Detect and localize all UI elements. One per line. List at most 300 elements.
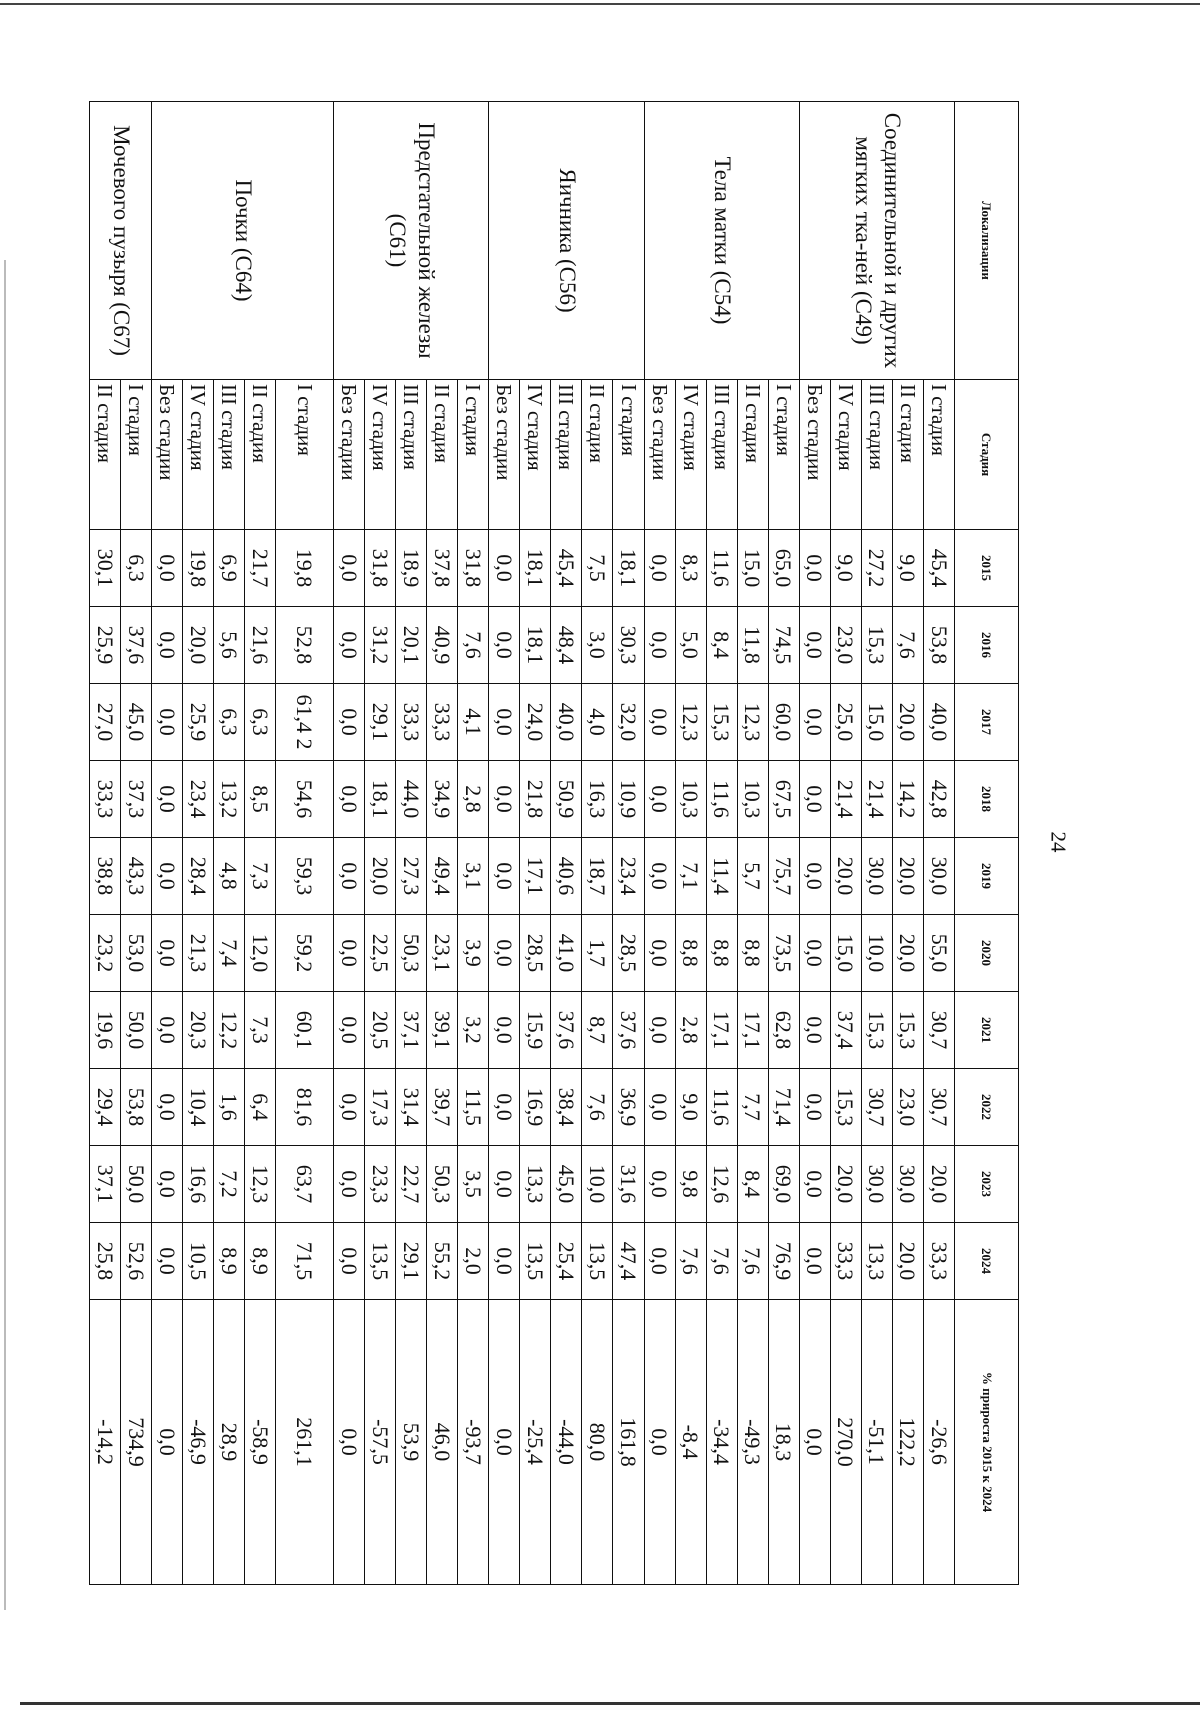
stage-cell: I стадия: [613, 380, 644, 530]
value-cell: 5,7: [737, 838, 768, 915]
value-cell: 30,0: [861, 838, 892, 915]
value-cell: 25,4: [551, 1223, 582, 1300]
value-cell: 45,4: [923, 530, 954, 607]
value-cell: 8,8: [675, 915, 706, 992]
value-cell: 36,9: [613, 1069, 644, 1146]
value-cell: 20,0: [892, 838, 923, 915]
value-cell: 6,3: [214, 684, 245, 761]
value-cell: 7,6: [892, 607, 923, 684]
value-cell: 20,0: [830, 1146, 861, 1223]
value-cell: 13,5: [520, 1223, 551, 1300]
growth-cell: 734,9: [121, 1300, 152, 1585]
value-cell: 6,3: [121, 530, 152, 607]
value-cell: 28,4: [183, 838, 214, 915]
value-cell: 0,0: [489, 1223, 520, 1300]
value-cell: 28,5: [613, 915, 644, 992]
value-cell: 21,6: [245, 607, 276, 684]
value-cell: 53,8: [923, 607, 954, 684]
value-cell: 59,2: [276, 915, 334, 992]
value-cell: 47,4: [613, 1223, 644, 1300]
header-year: 2018: [955, 761, 1019, 838]
value-cell: 10,3: [675, 761, 706, 838]
value-cell: 48,4: [551, 607, 582, 684]
value-cell: 2,0: [458, 1223, 489, 1300]
value-cell: 21,4: [830, 761, 861, 838]
value-cell: 7,6: [582, 1069, 613, 1146]
scan-left-edge: [4, 260, 6, 1610]
value-cell: 13,3: [861, 1223, 892, 1300]
value-cell: 8,4: [706, 607, 737, 684]
value-cell: 8,8: [737, 915, 768, 992]
value-cell: 0,0: [644, 915, 675, 992]
value-cell: 0,0: [334, 915, 365, 992]
value-cell: 9,0: [830, 530, 861, 607]
value-cell: 13,3: [520, 1146, 551, 1223]
value-cell: 20,3: [183, 992, 214, 1069]
value-cell: 71,5: [276, 1223, 334, 1300]
header-growth: % прироста 2015 к 2024: [955, 1300, 1019, 1585]
value-cell: 15,0: [830, 915, 861, 992]
value-cell: 0,0: [334, 1069, 365, 1146]
value-cell: 2,8: [458, 761, 489, 838]
value-cell: 12,3: [737, 684, 768, 761]
stage-cell: III стадия: [214, 380, 245, 530]
value-cell: 21,4: [861, 761, 892, 838]
value-cell: 7,6: [675, 1223, 706, 1300]
growth-cell: 161,8: [613, 1300, 644, 1585]
value-cell: 17,1: [737, 992, 768, 1069]
value-cell: 7,5: [582, 530, 613, 607]
stage-cell: IV стадия: [520, 380, 551, 530]
value-cell: 7,7: [737, 1069, 768, 1146]
value-cell: 7,6: [706, 1223, 737, 1300]
value-cell: 52,8: [276, 607, 334, 684]
value-cell: 0,0: [799, 1069, 830, 1146]
value-cell: 0,0: [799, 838, 830, 915]
value-cell: 0,0: [152, 761, 183, 838]
growth-cell: -14,2: [90, 1300, 121, 1585]
value-cell: 23,0: [830, 607, 861, 684]
growth-cell: 0,0: [644, 1300, 675, 1585]
growth-cell: -93,7: [458, 1300, 489, 1585]
page-number: 24: [1046, 831, 1071, 853]
growth-cell: -51,1: [861, 1300, 892, 1585]
header-stage: Стадия: [955, 380, 1019, 530]
value-cell: 20,0: [892, 1223, 923, 1300]
value-cell: 0,0: [489, 1146, 520, 1223]
value-cell: 16,6: [183, 1146, 214, 1223]
value-cell: 10,0: [582, 1146, 613, 1223]
value-cell: 50,3: [396, 915, 427, 992]
value-cell: 6,3: [245, 684, 276, 761]
value-cell: 21,3: [183, 915, 214, 992]
value-cell: 73,5: [768, 915, 799, 992]
value-cell: 0,0: [152, 1069, 183, 1146]
table-row: [276, 102, 334, 1585]
stage-cell: IV стадия: [675, 380, 706, 530]
localization-cell: Предстательной железы (С61): [334, 102, 489, 380]
value-cell: 69,0: [768, 1146, 799, 1223]
value-cell: 38,8: [90, 838, 121, 915]
value-cell: 59,3: [276, 838, 334, 915]
value-cell: 0,0: [489, 915, 520, 992]
value-cell: 22,5: [365, 915, 396, 992]
value-cell: 7,2: [214, 1146, 245, 1223]
stage-cell: Без стадии: [644, 380, 675, 530]
stage-cell: Без стадии: [334, 380, 365, 530]
value-cell: 20,0: [892, 915, 923, 992]
header-year: 2021: [955, 992, 1019, 1069]
value-cell: 0,0: [799, 992, 830, 1069]
value-cell: 37,6: [121, 607, 152, 684]
stage-cell: I стадия: [276, 380, 334, 530]
value-cell: 30,0: [892, 1146, 923, 1223]
value-cell: 34,9: [427, 761, 458, 838]
value-cell: 0,0: [489, 530, 520, 607]
stage-cell: Без стадии: [489, 380, 520, 530]
header-year: 2015: [955, 530, 1019, 607]
value-cell: 0,0: [799, 1223, 830, 1300]
value-cell: 0,0: [644, 838, 675, 915]
value-cell: 5,0: [675, 607, 706, 684]
stage-cell: II стадия: [582, 380, 613, 530]
value-cell: 30,7: [923, 992, 954, 1069]
value-cell: 15,0: [737, 530, 768, 607]
value-cell: 63,7: [276, 1146, 334, 1223]
stage-cell: II стадия: [245, 380, 276, 530]
value-cell: 4,0: [582, 684, 613, 761]
table-header-row: [955, 102, 1019, 1585]
value-cell: 13,5: [365, 1223, 396, 1300]
value-cell: 3,5: [458, 1146, 489, 1223]
localization-cell: Почки (С64): [152, 102, 334, 380]
value-cell: 0,0: [334, 530, 365, 607]
value-cell: 19,8: [183, 530, 214, 607]
value-cell: 27,3: [396, 838, 427, 915]
value-cell: 0,0: [799, 761, 830, 838]
value-cell: 40,0: [551, 684, 582, 761]
value-cell: 31,2: [365, 607, 396, 684]
value-cell: 11,6: [706, 761, 737, 838]
value-cell: 27,2: [861, 530, 892, 607]
value-cell: 16,9: [520, 1069, 551, 1146]
growth-cell: -25,4: [520, 1300, 551, 1585]
value-cell: 0,0: [334, 684, 365, 761]
value-cell: 7,3: [245, 992, 276, 1069]
value-cell: 27,0: [90, 684, 121, 761]
value-cell: 0,0: [152, 1146, 183, 1223]
growth-cell: -58,9: [245, 1300, 276, 1585]
stage-cell: II стадия: [90, 380, 121, 530]
value-cell: 74,5: [768, 607, 799, 684]
value-cell: 8,5: [245, 761, 276, 838]
localization-cell: Соединительной и других мягких тка-ней (С49): [799, 102, 954, 380]
value-cell: 30,0: [861, 1146, 892, 1223]
value-cell: 0,0: [644, 992, 675, 1069]
value-cell: 12,3: [245, 1146, 276, 1223]
value-cell: 23,0: [892, 1069, 923, 1146]
value-cell: 81,6: [276, 1069, 334, 1146]
value-cell: 0,0: [644, 1146, 675, 1223]
value-cell: 31,6: [613, 1146, 644, 1223]
value-cell: 49,4: [427, 838, 458, 915]
value-cell: 30,0: [923, 838, 954, 915]
value-cell: 10,4: [183, 1069, 214, 1146]
value-cell: 0,0: [334, 838, 365, 915]
value-cell: 22,7: [396, 1146, 427, 1223]
scan-top-edge: [0, 3, 1200, 5]
value-cell: 0,0: [152, 684, 183, 761]
stage-cell: II стадия: [737, 380, 768, 530]
stage-cell: Без стадии: [799, 380, 830, 530]
stage-distribution-table: [89, 101, 1019, 1585]
value-cell: 45,0: [121, 684, 152, 761]
value-cell: 0,0: [489, 1069, 520, 1146]
growth-cell: 53,9: [396, 1300, 427, 1585]
value-cell: 7,4: [214, 915, 245, 992]
value-cell: 62,8: [768, 992, 799, 1069]
value-cell: 39,1: [427, 992, 458, 1069]
localization-cell: Яичника (С56): [489, 102, 644, 380]
value-cell: 0,0: [799, 684, 830, 761]
header-year: 2023: [955, 1146, 1019, 1223]
value-cell: 37,4: [830, 992, 861, 1069]
value-cell: 45,4: [551, 530, 582, 607]
value-cell: 15,3: [706, 684, 737, 761]
value-cell: 29,1: [365, 684, 396, 761]
value-cell: 75,7: [768, 838, 799, 915]
value-cell: 33,3: [923, 1223, 954, 1300]
value-cell: 7,6: [458, 607, 489, 684]
value-cell: 0,0: [799, 530, 830, 607]
value-cell: 11,5: [458, 1069, 489, 1146]
growth-cell: -26,6: [923, 1300, 954, 1585]
value-cell: 9,8: [675, 1146, 706, 1223]
stage-cell: I стадия: [923, 380, 954, 530]
value-cell: 20,0: [892, 684, 923, 761]
value-cell: 31,4: [396, 1069, 427, 1146]
value-cell: 61,4 2: [276, 684, 334, 761]
value-cell: 21,8: [520, 761, 551, 838]
value-cell: 15,9: [520, 992, 551, 1069]
growth-cell: 0,0: [489, 1300, 520, 1585]
value-cell: 15,3: [861, 992, 892, 1069]
localization-cell: Мочевого пузыря (С67): [90, 102, 152, 380]
value-cell: 3,0: [582, 607, 613, 684]
stage-cell: Без стадии: [152, 380, 183, 530]
value-cell: 37,8: [427, 530, 458, 607]
value-cell: 52,6: [121, 1223, 152, 1300]
value-cell: 8,3: [675, 530, 706, 607]
table-row: [768, 102, 799, 1585]
value-cell: 5,6: [214, 607, 245, 684]
growth-cell: -8,4: [675, 1300, 706, 1585]
value-cell: 11,8: [737, 607, 768, 684]
growth-cell: -44,0: [551, 1300, 582, 1585]
stage-cell: III стадия: [706, 380, 737, 530]
value-cell: 8,9: [214, 1223, 245, 1300]
header-year: 2017: [955, 684, 1019, 761]
value-cell: 7,1: [675, 838, 706, 915]
value-cell: 0,0: [152, 915, 183, 992]
stage-cell: III стадия: [861, 380, 892, 530]
value-cell: 4,8: [214, 838, 245, 915]
value-cell: 12,0: [245, 915, 276, 992]
growth-cell: -34,4: [706, 1300, 737, 1585]
value-cell: 0,0: [334, 1146, 365, 1223]
header-year: 2016: [955, 607, 1019, 684]
value-cell: 44,0: [396, 761, 427, 838]
scan-bottom-edge: [20, 1702, 1200, 1705]
stage-cell: III стадия: [551, 380, 582, 530]
growth-cell: 0,0: [334, 1300, 365, 1585]
growth-cell: 270,0: [830, 1300, 861, 1585]
value-cell: 1,6: [214, 1069, 245, 1146]
value-cell: 37,1: [396, 992, 427, 1069]
table-row: [923, 102, 954, 1585]
header-year: 2019: [955, 838, 1019, 915]
value-cell: 20,1: [396, 607, 427, 684]
value-cell: 20,5: [365, 992, 396, 1069]
value-cell: 11,6: [706, 1069, 737, 1146]
value-cell: 0,0: [489, 607, 520, 684]
value-cell: 29,4: [90, 1069, 121, 1146]
value-cell: 76,9: [768, 1223, 799, 1300]
value-cell: 50,0: [121, 992, 152, 1069]
stage-cell: II стадия: [892, 380, 923, 530]
value-cell: 3,9: [458, 915, 489, 992]
value-cell: 30,7: [861, 1069, 892, 1146]
value-cell: 12,6: [706, 1146, 737, 1223]
value-cell: 65,0: [768, 530, 799, 607]
value-cell: 50,9: [551, 761, 582, 838]
value-cell: 4,1: [458, 684, 489, 761]
value-cell: 18,1: [365, 761, 396, 838]
growth-cell: -57,5: [365, 1300, 396, 1585]
value-cell: 0,0: [799, 915, 830, 992]
value-cell: 0,0: [644, 684, 675, 761]
value-cell: 33,3: [830, 1223, 861, 1300]
growth-cell: 122,2: [892, 1300, 923, 1585]
value-cell: 0,0: [489, 684, 520, 761]
value-cell: 15,0: [861, 684, 892, 761]
value-cell: 39,7: [427, 1069, 458, 1146]
value-cell: 0,0: [489, 838, 520, 915]
value-cell: 23,2: [90, 915, 121, 992]
value-cell: 40,6: [551, 838, 582, 915]
value-cell: 45,0: [551, 1146, 582, 1223]
value-cell: 7,6: [737, 1223, 768, 1300]
value-cell: 0,0: [152, 838, 183, 915]
table-row: [121, 102, 152, 1585]
value-cell: 9,0: [892, 530, 923, 607]
growth-cell: -46,9: [183, 1300, 214, 1585]
value-cell: 0,0: [334, 607, 365, 684]
value-cell: 8,8: [706, 915, 737, 992]
stage-cell: I стадия: [121, 380, 152, 530]
value-cell: 0,0: [644, 530, 675, 607]
value-cell: 0,0: [644, 761, 675, 838]
value-cell: 1,7: [582, 915, 613, 992]
value-cell: 23,3: [365, 1146, 396, 1223]
value-cell: 71,4: [768, 1069, 799, 1146]
value-cell: 23,1: [427, 915, 458, 992]
value-cell: 20,0: [923, 1146, 954, 1223]
value-cell: 37,1: [90, 1146, 121, 1223]
value-cell: 0,0: [489, 761, 520, 838]
stage-cell: I стадия: [768, 380, 799, 530]
header-year: 2020: [955, 915, 1019, 992]
value-cell: 31,8: [458, 530, 489, 607]
value-cell: 10,3: [737, 761, 768, 838]
value-cell: 67,5: [768, 761, 799, 838]
stage-cell: IV стадия: [365, 380, 396, 530]
value-cell: 18,1: [520, 530, 551, 607]
value-cell: 13,5: [582, 1223, 613, 1300]
value-cell: 11,4: [706, 838, 737, 915]
rotated-table-container: [89, 101, 1019, 1584]
growth-cell: 0,0: [799, 1300, 830, 1585]
value-cell: 54,6: [276, 761, 334, 838]
value-cell: 40,9: [427, 607, 458, 684]
growth-cell: 46,0: [427, 1300, 458, 1585]
stage-cell: IV стадия: [830, 380, 861, 530]
value-cell: 41,0: [551, 915, 582, 992]
value-cell: 20,0: [365, 838, 396, 915]
value-cell: 0,0: [152, 530, 183, 607]
value-cell: 24,0: [520, 684, 551, 761]
value-cell: 50,3: [427, 1146, 458, 1223]
header-year: 2024: [955, 1223, 1019, 1300]
value-cell: 0,0: [489, 992, 520, 1069]
stage-cell: III стадия: [396, 380, 427, 530]
value-cell: 60,1: [276, 992, 334, 1069]
value-cell: 38,4: [551, 1069, 582, 1146]
growth-cell: 0,0: [152, 1300, 183, 1585]
value-cell: 60,0: [768, 684, 799, 761]
value-cell: 0,0: [152, 992, 183, 1069]
growth-cell: 28,9: [214, 1300, 245, 1585]
value-cell: 17,3: [365, 1069, 396, 1146]
value-cell: 8,4: [737, 1146, 768, 1223]
value-cell: 37,6: [551, 992, 582, 1069]
value-cell: 9,0: [675, 1069, 706, 1146]
value-cell: 16,3: [582, 761, 613, 838]
value-cell: 30,1: [90, 530, 121, 607]
table-row: [613, 102, 644, 1585]
value-cell: 37,3: [121, 761, 152, 838]
value-cell: 0,0: [799, 607, 830, 684]
value-cell: 32,0: [613, 684, 644, 761]
value-cell: 17,1: [706, 992, 737, 1069]
table-body: [90, 102, 955, 1585]
value-cell: 2,8: [675, 992, 706, 1069]
value-cell: 0,0: [334, 1223, 365, 1300]
value-cell: 0,0: [644, 607, 675, 684]
value-cell: 30,3: [613, 607, 644, 684]
value-cell: 25,0: [830, 684, 861, 761]
value-cell: 0,0: [799, 1146, 830, 1223]
value-cell: 23,4: [183, 761, 214, 838]
value-cell: 55,0: [923, 915, 954, 992]
value-cell: 6,4: [245, 1069, 276, 1146]
value-cell: 43,3: [121, 838, 152, 915]
value-cell: 19,6: [90, 992, 121, 1069]
value-cell: 25,9: [183, 684, 214, 761]
growth-cell: -49,3: [737, 1300, 768, 1585]
value-cell: 28,5: [520, 915, 551, 992]
value-cell: 13,2: [214, 761, 245, 838]
